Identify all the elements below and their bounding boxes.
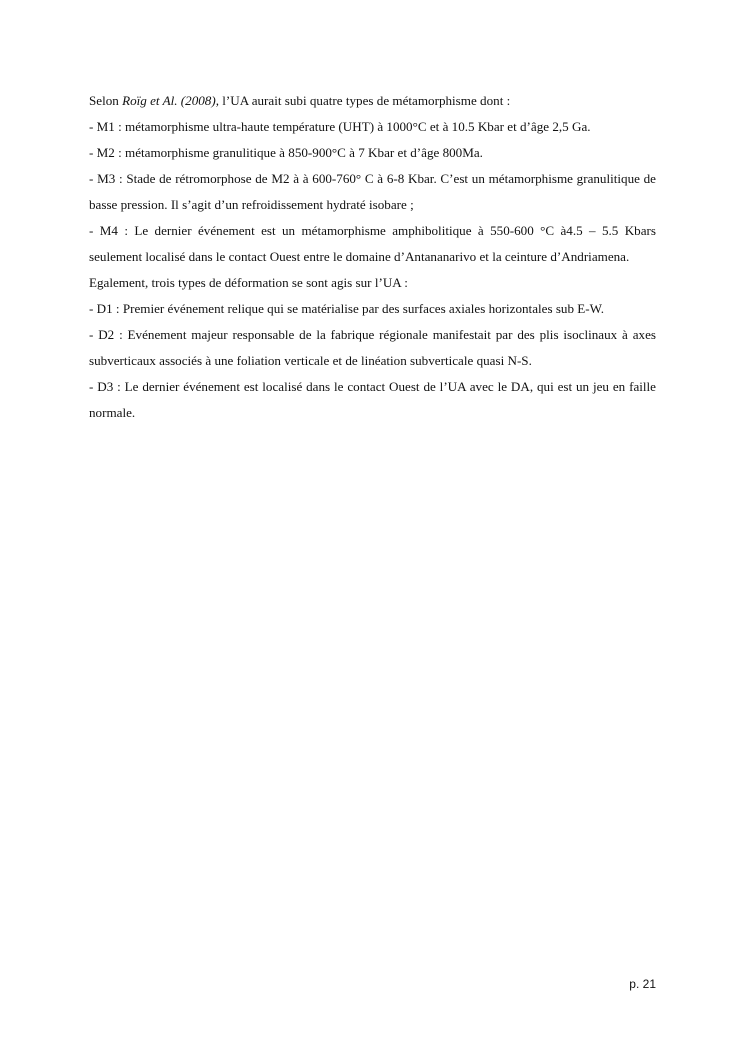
deformation-d2: - D2 : Evénement majeur responsable de la fabrique régionale manifestait par des plis isoclinaux à axes subverticaux associés à une foliation verticale et de linéation subverticale quasi N-S. xyxy=(89,327,656,368)
deformation-d1: - D1 : Premier événement relique qui se matérialise par des surfaces axiales horizontales sub E-W. xyxy=(89,301,605,316)
body-text xyxy=(89,88,656,426)
metamorphism-m3: - M3 : Stade de rétromorphose de M2 à à 600-760° C à 6-8 Kbar. C’est un métamorphisme granulitique de basse pression. Il s’agit d’un refroidissement hydraté isobare ; xyxy=(89,171,656,212)
deformation-d3: - D3 : Le dernier événement est localisé dans le contact Ouest de l’UA avec le DA, qui est un jeu en faille normale. xyxy=(89,379,656,420)
intro-prefix: Selon xyxy=(89,93,123,108)
metamorphism-m4: - M4 : Le dernier événement est un métamorphisme amphibolitique à 550-600 °C à4.5 – 5.5 Kbars seulement localisé dans le contact Ouest entre le domaine d’Antananarivo et la ceinture d’Andriamena. xyxy=(89,223,656,264)
intro-suffix: l’UA aurait subi quatre types de métamorphisme dont : xyxy=(218,93,511,108)
metamorphism-m1: - M1 : métamorphisme ultra-haute température (UHT) à 1000°C et à 10.5 Kbar et d’âge 2,5 Ga. xyxy=(89,119,591,134)
page-number: p. 21 xyxy=(629,977,656,991)
citation: Roïg et Al. (2008), xyxy=(122,93,219,108)
metamorphism-m2: - M2 : métamorphisme granulitique à 850-900°C à 7 Kbar et d’âge 800Ma. xyxy=(89,145,483,160)
intro-paragraph xyxy=(89,88,656,114)
deformation-intro: Egalement, trois types de déformation se sont agis sur l’UA : xyxy=(89,275,408,290)
